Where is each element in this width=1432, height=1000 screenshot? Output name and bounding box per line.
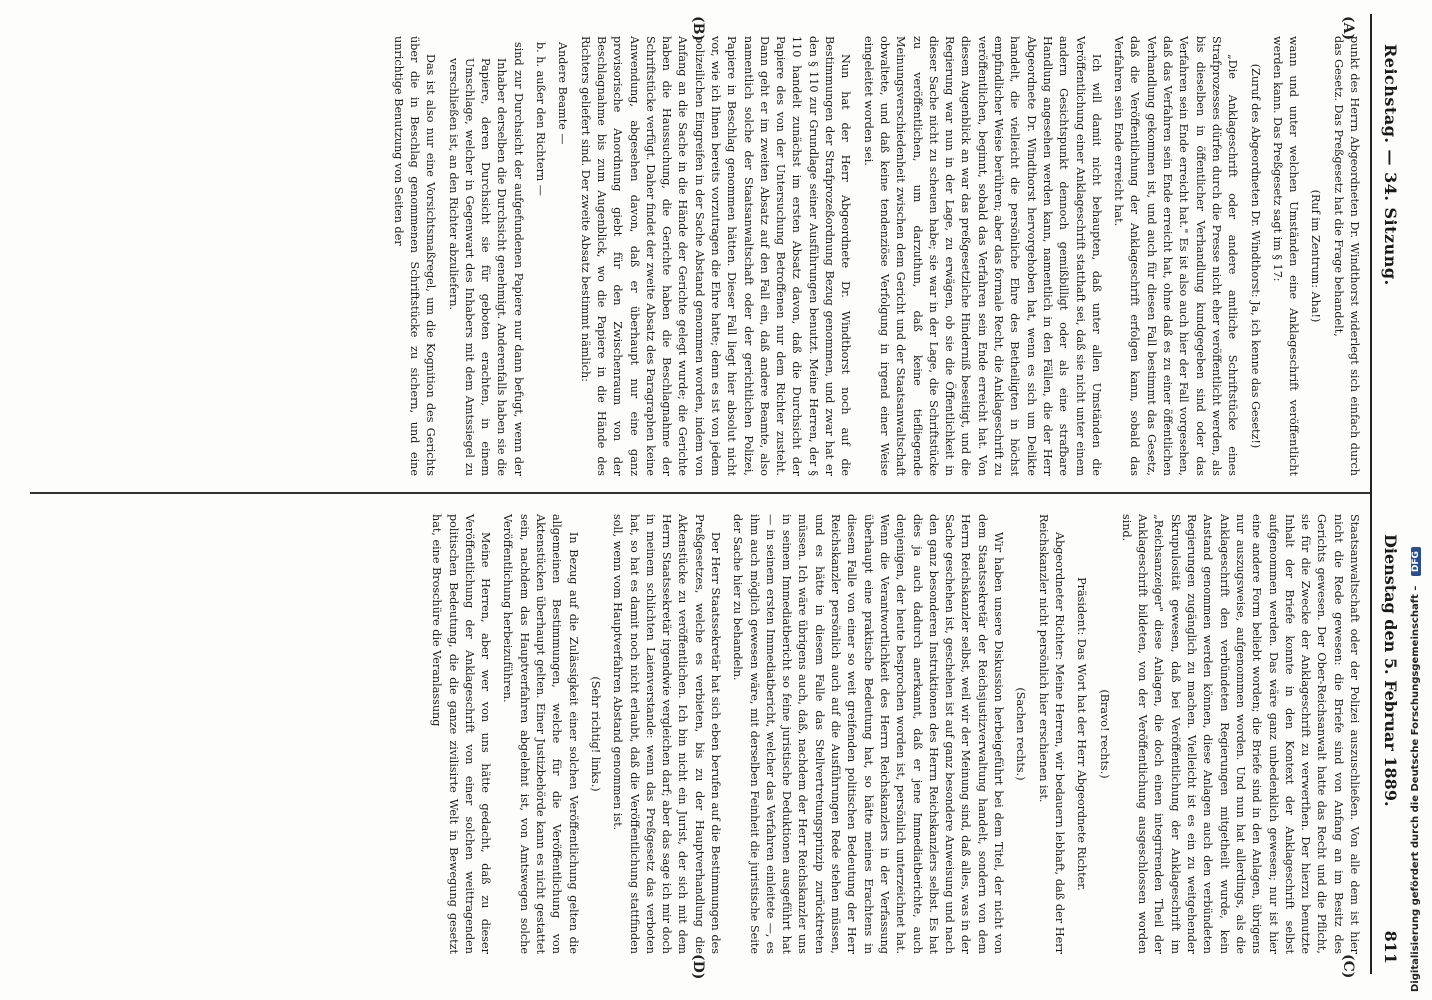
margin-marker-b: (B) (690, 16, 706, 42)
header-date: Dienstag den 5. Februar 1889. (1381, 534, 1400, 807)
centered-remark: Präsident: Das Wort hat der Herr Abgeordnete Richter. (1075, 577, 1089, 891)
paragraph: Wir haben unsere Diskussion herbeigeführt bei dem Titel, der nicht von dem Staatssekretär der Reichsjustizverwaltung handelt, sondern von dem Herrn Reichskanzler selbst, weil wir der Meinung sind, daß alles, was in der Sache geschehen ist, geschehen ist auf ganz besondere Anweisung und nach den ganz besonderen Instruktionen des Herrn Reichskanzlers selbst. Es hat dies ja auch dadurch anerkannt, daß er jene Immediatberichte, auch denjenigen, der heute besprochen worden ist, persönlich unterzeichnet hat. Wenn die Verantwortlichkeit des Herrn Reichskanzlers in der Verfassung überhaupt eine praktische Bedeutung hat, so hätte meines Erachtens in diesem Falle von einer so weit greifenden politischen Bedeutung der Herr Reichskanzler persönlich auch auf die Ausführungen Rede stehen müssen, und es hätte in diesem Falle das Stellvertretungsprinzip zurücktreten müssen. Ich wäre übrigens auch, daß, nachdem der Herr Reichskanzler uns in seinem Immediatbericht so feine juristische Deduktionen ausgeführt hat — in seinem ersten Immediatbericht, welcher das Verfahren einleitete —, es ihm auch möglich gewesen wäre, mit derselben Feinheit die juristische Seite der Sache hier zu behandeln. (731, 514, 1006, 954)
margin-marker-c: (C) (1340, 954, 1356, 979)
paragraph: Das ist also nur eine Vorsichtsmaßregel, um die Kognition des Gerichts über die in Beschlag genommenen Schriftstücke zu sichern, und eine unrichtige Benutzung von Seiten der (391, 36, 438, 476)
centered-remark: (Sehr richtig! links.) (588, 676, 602, 792)
paragraph: In Bezug auf die Zulässigkeit einer solchen Veröffentlichung gelten die allgemeinen Bestimmungen, welche für die Veröffentlichung von Aktenstücken überhaupt gelten. Einer Justizbehörde kann es nicht gestattet sein, nachdem das Hauptverfahren abgelehnt ist, von Amtswegen solche Veröffentlichung herbeizuführen. (501, 514, 580, 954)
centered-remark: (Bravo! rechts.) (1097, 689, 1111, 779)
centered-remark: (Zuruf des Abgeordneten Dr. Windthorst: Ja, ich kenne das Gesetz!) (1248, 63, 1262, 449)
header-session: Reichstag. — 34. Sitzung. (1381, 44, 1400, 286)
rotated-page-content (26, 14, 1406, 980)
credit-text: Digitalisierung gefördert durch die Deutsche Forschungsgemeinschaft – (1410, 585, 1421, 992)
left-text-column (42, 36, 1362, 476)
dfg-badge: DFG (1411, 547, 1421, 576)
paragraph: Der Herr Staatssekretär hat sich eben berufen auf die Bestimmungen des Preßgesetzes, welche es verbieten, bis zu der Hauptverhandlung die Aktenstücke zu veröffentlichen. Ich bin nicht ein Jurist, der sich mit dem Herrn Staatssekretär irgendwie vergleichen darf; aber das sage ich mir doch in meinem schlichten Laienverstande: wenn das Preßgesetz das verboten hat, so hat es damit noch nicht erlaubt, daß die Veröffentlichung stattfinden soll, wenn vom Hauptverfahren Abstand genommen ist. (611, 514, 723, 954)
page-header (1370, 14, 1406, 974)
column-divider (30, 492, 1370, 494)
paragraph: b. h. außer den Richtern — (534, 42, 548, 196)
right-text-column (42, 514, 1362, 954)
paragraph: sind zur Durchsicht der aufgefundenen Papiere nur dann befugt, wenn der Inhaber derselben die Durchsicht genehmigt. Anderenfalls haben sie die Papiere, deren Durchsicht sie für geboten erachten, in einem Umschlage, welcher in Gegenwart des Inhabers mit dem Amtssiegel zu verschließen ist, an den Richter abzuliefern. (446, 42, 525, 476)
margin-marker-a: (A) (1340, 16, 1356, 41)
centered-remark: (Sachen rechts.) (1014, 687, 1028, 781)
paragraph: Staatsanwaltschaft oder der Polizei auszuschließen. Von alle dem ist hier nicht die Rede gewesen: die Briefe sind von Anfang an im Besitz des Gerichts gewesen. Der Ober-Reichsanwalt hatte das Recht und die Pflicht, sie für die Zwecke der Anklageschrift zu verwerthen. Der hierzu benutzte Inhalt der Briefe konnte in den Kontext der Anklageschrift selbst aufgenommen werden. Das wäre ganz unbedenklich gewesen; nur ist hier eine andere Form beliebt worden; die Briefe sind in den Anlagen, übrigens nur auszugsweise, aufgenommen worden. Und nun hat allerdings, als die Anklageschrift den verbündeten Regierungen mitgetheilt wurde, kein Anstand genommen werden können, diese Anlagen auch den verbündeten Regierungen zugänglich zu machen. Vielleicht ist es ein zu weitgehender Skrupulosität gewesen, daß bei Veröffentlichung der Anklageschrift im „Reichsanzeiger" diese Anlagen, die doch einen integrirenden Theil der Anklageschrift bildeten, von der Veröffentlichung ausgeschlossen worden sind. (1119, 514, 1361, 954)
paragraph: Andere Beamte — (556, 42, 570, 145)
paragraph: Abgeordneter Richter: Meine Herren, wir bedauern lebhaft, daß der Herr Reichskanzler nicht persönlich hier erschienen ist. (1036, 514, 1066, 954)
paragraph: punkt des Herrn Abgeordneten Dr. Windthorst widerlegt sich einfach durch das Gesetz. Das Preßgesetz hat die Frage behandelt, (1331, 36, 1361, 476)
paragraph: Nun hat der Herr Abgeordnete Dr. Windthorst noch auf die Bestimmungen der Strafprozeßordnung Bezug genommen, und zwar hat er den § 110 zur Grundlage seiner Ausführungen benutzt. Meine Herren, der § 110 handelt zunächst im ersten Absatz davon, daß die Durchsicht der Papiere des von der Untersuchung Betroffenen nur dem Richter zusteht. Dann geht er im zweiten Absatz auf den Fall ein, daß andere Beamte, also namentlich solche der Staatsanwaltschaft oder der gerichtlichen Polizei, Papiere in Beschlag genommen hätten. Dieser Fall liegt hier absolut nicht vor, wie ich Ihnen bereits vorzutragen die Ehre hatte; denn es ist von jedem polizeilichen Eingreifen in der Sache Abstand genommen worden, indem von Anfang an die Sache in die Hände der Gerichte gelegt wurde; die Gerichte haben die Haussuchung, die Gerichte haben die Beschlagnahme der Schriftstücke verfügt. Daher findet der zweite Absatz des Paragraphen keine Anwendung, abgesehen davon, daß er überhaupt nur eine ganz provisorische Anordnung giebt für den Zwischenraum von der Beschlagnahme bis zum Augenblick, wo die Papiere in die Hände des Richters geliefert sind. Der zweite Absatz bestimmt nämlich: (578, 36, 853, 476)
paragraph: wann und unter welchen Umständen eine Anklageschrift veröffentlicht werden kann. Das Preßgesetz sagt im § 17: (1270, 36, 1301, 476)
centered-remark: (Ruf im Zentrum: Aha!) (1309, 189, 1323, 323)
paragraph: Meine Herren, aber wer von uns hätte gedacht, daß zu dieser Veröffentlichung der Anklageschrift von einer solchen weittragenden politischen Bedeutung, die die ganze zivilisirte Welt in Bewegung gesetzt hat, eine Broschüre die Veranlassung (430, 514, 493, 954)
margin-marker-d: (D) (690, 954, 706, 980)
paragraph: Ich will damit nicht behaupten, daß unter allen Umständen die Veröffentlichung einer Anklageschrift statthaft sei, daß sie nicht unter einem andern Gesichtspunkt dennoch gemißbilligt oder als eine strafbare Handlung angesehen werden kann, namentlich in den Fällen, die der Herr Abgeordnete Dr. Windthorst hervorgehoben hat, wenn es sich um Delikte handelt, die vielleicht die persönliche Ehre des Betheiligten in höchst empfindlicher Weise berühren; aber das formale Recht, die Anklageschrift zu veröffentlichen, beginnt, sobald das Verfahren sein Ende erreicht hat. Von diesem Augenblick an war das preßgesetzliche Hinderniß beseitigt, und die Regierung war nun in der Lage, zu erwägen, ob sie die Öffentlichkeit in dieser Sache nicht zu scheuen habe; sie war in der Lage, die Schriftstücke zu veröffentlichen, um darzuthun, daß keine tiefliegende Meinungsverschiedenheit zwischen dem Gericht und der Staatsanwaltschaft obwaltete, und daß keine tendenziöse Verfolgung in irgend einer Weise eingeleitet worden sei. (861, 36, 1103, 476)
digitization-credit (1410, 2, 1428, 992)
paragraph: „Die Anklageschrift oder andere amtliche Schriftstücke eines Strafprozesses dürfen durch die Presse nicht eher veröffentlicht werden, als bis dieselben in öffentlicher Verhandlung kundgegeben sind oder das Verfahren sein Ende erreicht hat." Es ist also auch hier der Fall vorgesehen, daß das Verfahren sein Ende erreicht hat, ohne daß es zu einer öffentlichen Verhandlung gekommen ist, und auch für diesen Fall bestimmt das Gesetz, daß die Veröffentlichung der Anklageschrift erfolgen kann, sobald das Verfahren sein Ende erreicht hat. (1112, 36, 1240, 476)
header-page-number: 811 (1381, 930, 1400, 964)
